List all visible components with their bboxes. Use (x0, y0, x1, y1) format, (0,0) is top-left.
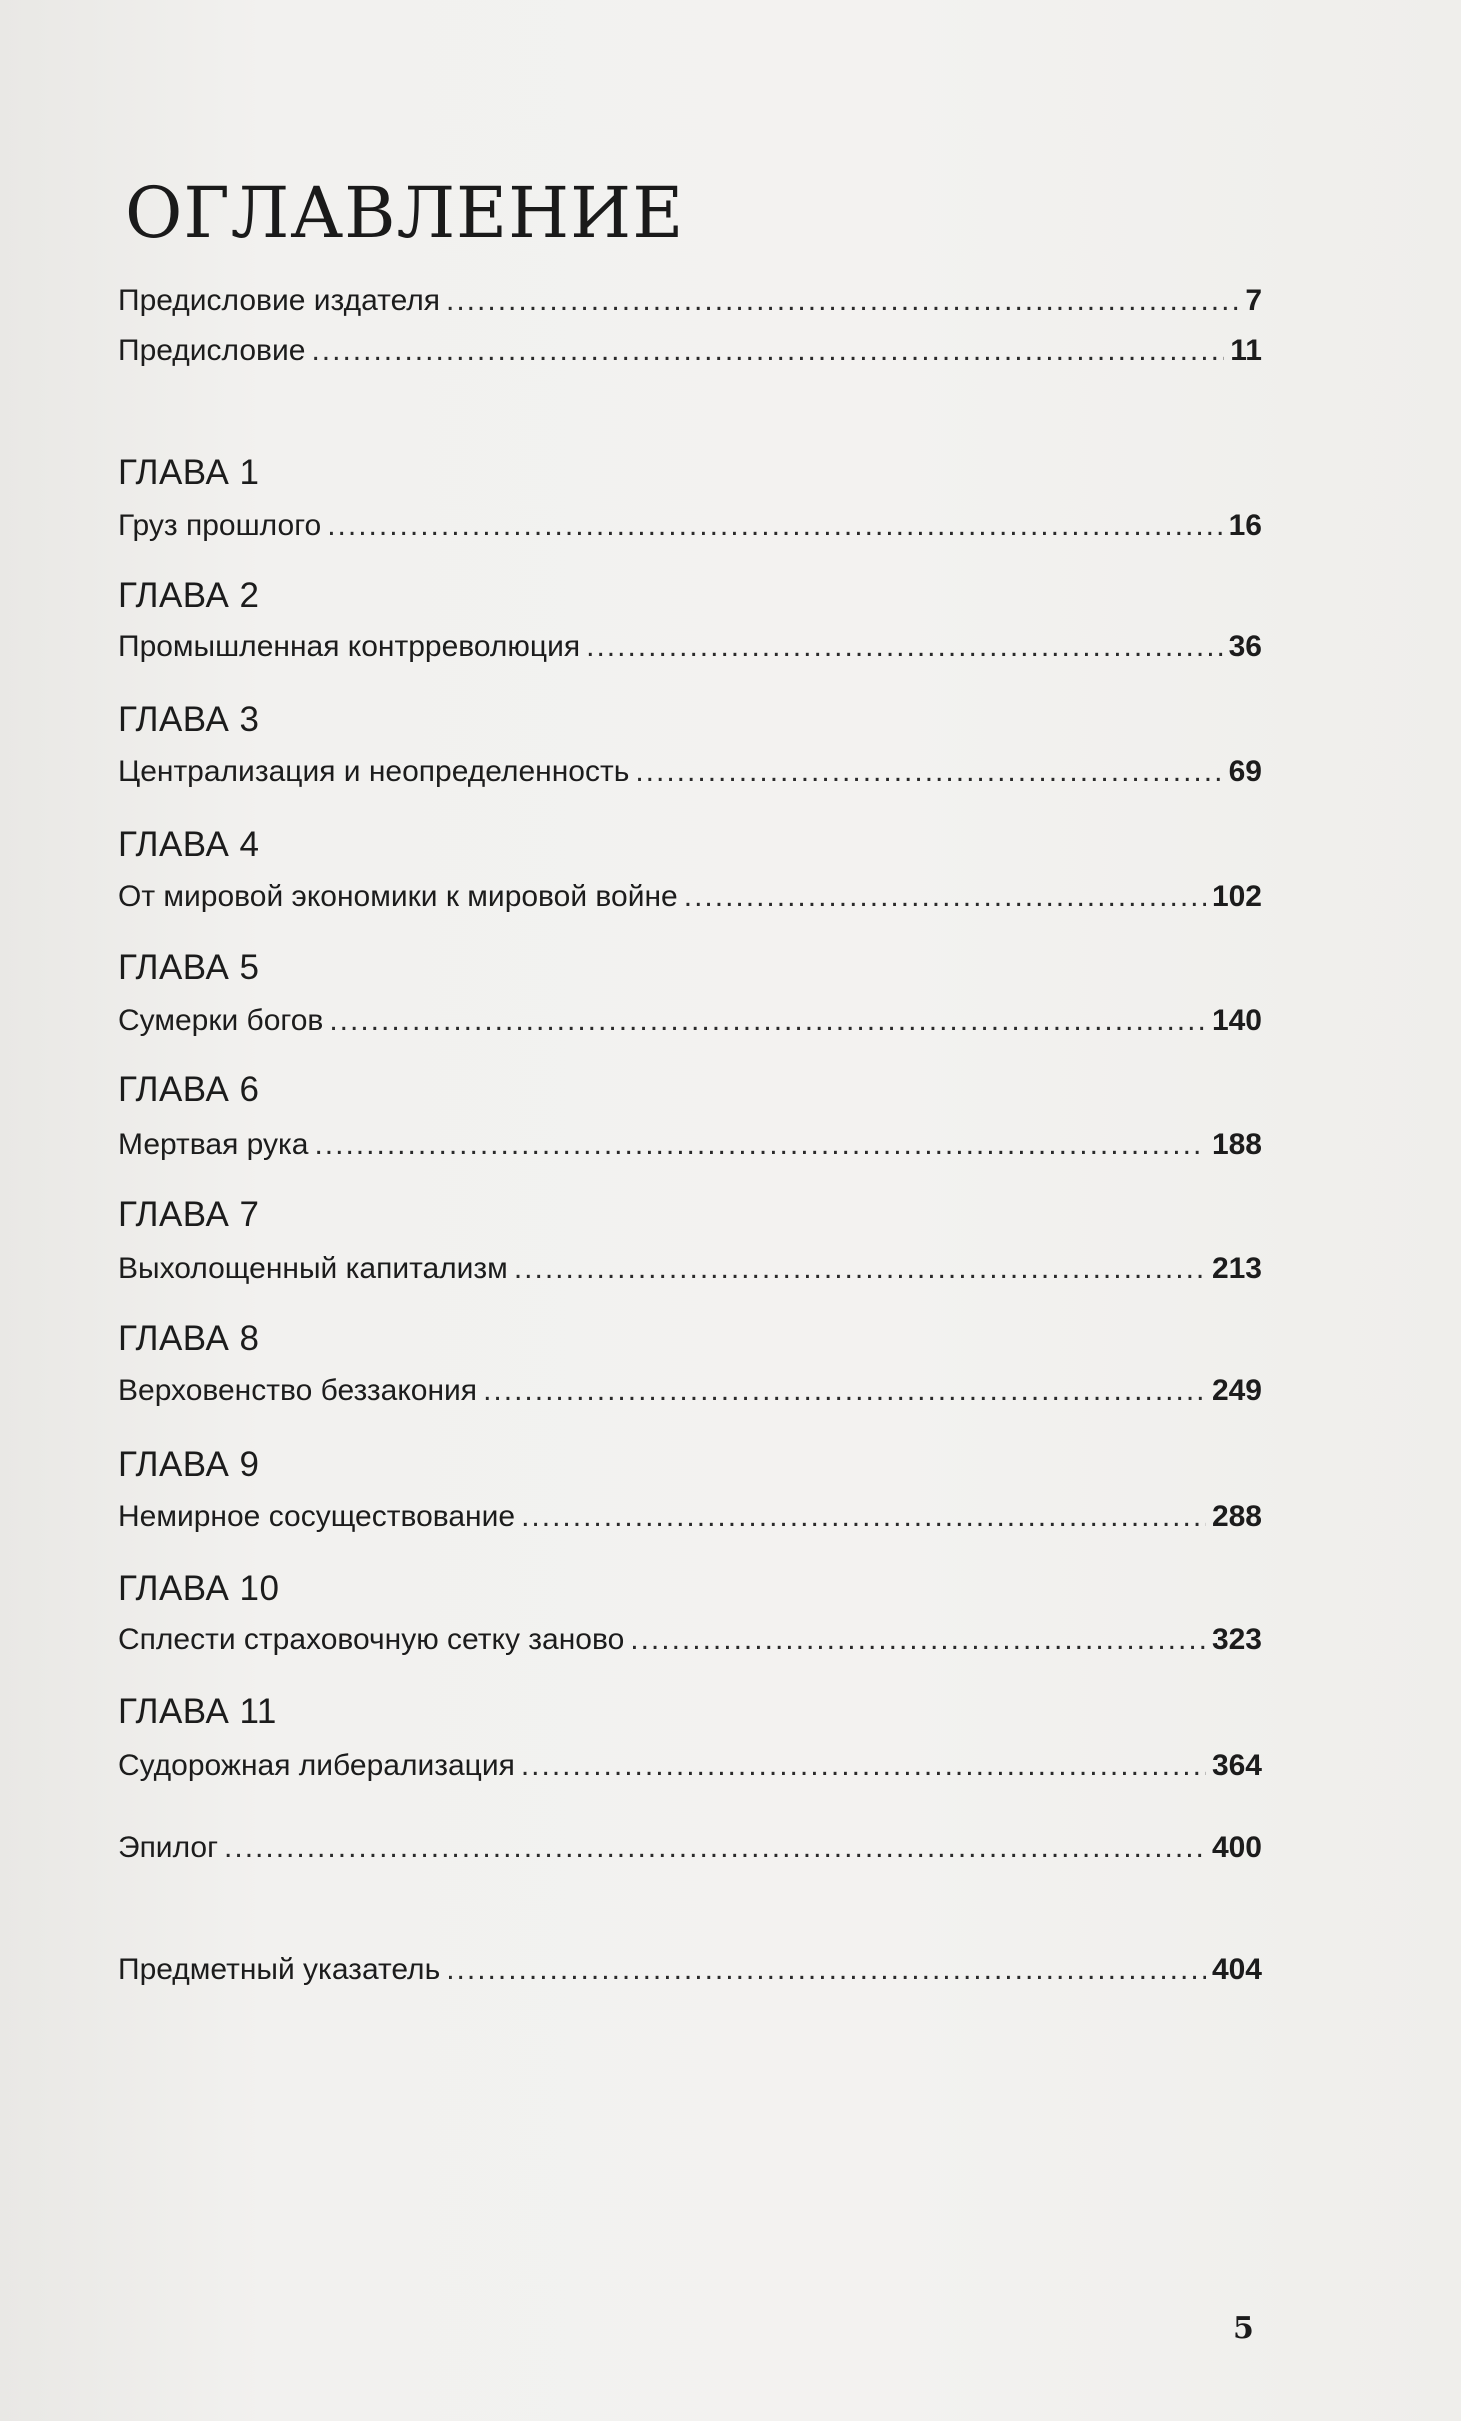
toc-entry[interactable] (118, 1249, 1262, 1289)
dot-leader (446, 1950, 1206, 1990)
toc-entry-label: Выхолощенный капитализм (118, 1252, 508, 1285)
chapter-heading: ГЛАВА 2 (118, 576, 260, 615)
toc-entry-label: Эпилог (118, 1831, 219, 1864)
toc-entry-label: Централизация и неопределенность (118, 755, 630, 788)
toc-entry-page: 364 (1211, 1749, 1262, 1782)
toc-entry-page: 288 (1211, 1500, 1262, 1533)
dot-leader (327, 506, 1222, 546)
toc-entry-label: Верховенство беззакония (118, 1374, 478, 1407)
toc-entry-label: От мировой экономики к мировой войне (118, 880, 678, 913)
dot-leader (224, 1828, 1206, 1868)
dot-leader (521, 1746, 1206, 1786)
chapter-heading: ГЛАВА 7 (118, 1195, 260, 1234)
toc-entry[interactable] (118, 281, 1262, 321)
chapter-heading: ГЛАВА 9 (118, 1445, 260, 1484)
dot-leader (311, 331, 1224, 371)
toc-entry-page: 188 (1211, 1128, 1262, 1161)
toc-entry-label: Предметный указатель (118, 1953, 441, 1986)
toc-entry[interactable] (118, 1746, 1262, 1786)
dot-leader (314, 1125, 1205, 1165)
toc-entry[interactable] (118, 627, 1262, 667)
toc-entry-label: Сумерки богов (118, 1004, 324, 1037)
dot-leader (329, 1001, 1206, 1041)
chapter-heading: ГЛАВА 1 (118, 453, 260, 492)
chapter-heading: ГЛАВА 10 (118, 1569, 280, 1608)
toc-entry-page: 16 (1228, 509, 1262, 542)
dot-leader (635, 752, 1222, 792)
toc-entry-label: Предисловие (118, 334, 306, 367)
toc-entry-page: 102 (1211, 880, 1262, 913)
toc-entry-page: 69 (1228, 755, 1262, 788)
chapter-heading: ГЛАВА 6 (118, 1070, 260, 1109)
toc-entry-label: Судорожная либерализация (118, 1749, 515, 1782)
dot-leader (684, 877, 1206, 917)
chapter-heading: ГЛАВА 8 (118, 1319, 260, 1358)
toc-entry-label: Сплести страховочную сетку заново (118, 1623, 625, 1656)
chapter-heading: ГЛАВА 5 (118, 948, 260, 987)
toc-entry[interactable] (118, 752, 1262, 792)
dot-leader (630, 1620, 1206, 1660)
page-title: ОГЛАВЛЕНИЕ (125, 171, 685, 254)
toc-entry[interactable] (118, 1125, 1262, 1165)
toc-entry-page: 140 (1211, 1004, 1262, 1037)
toc-entry-page: 213 (1211, 1252, 1262, 1285)
toc-entry[interactable] (118, 1497, 1262, 1537)
dot-leader (514, 1249, 1206, 1289)
chapter-heading: ГЛАВА 4 (118, 825, 260, 864)
toc-entry-label: Промышленная контрреволюция (118, 630, 581, 663)
toc-entry-page: 249 (1211, 1374, 1262, 1407)
dot-leader (483, 1371, 1206, 1411)
toc-entry-label: Мертвая рука (118, 1128, 309, 1161)
toc-entry[interactable] (118, 877, 1262, 917)
dot-leader (521, 1497, 1206, 1537)
page-number: 5 (1233, 2311, 1254, 2346)
toc-entry-label: Груз прошлого (118, 509, 322, 542)
toc-entry[interactable] (118, 1001, 1262, 1041)
toc-entry[interactable] (118, 1620, 1262, 1660)
toc-entry[interactable] (118, 1371, 1262, 1411)
toc-entry-page: 323 (1211, 1623, 1262, 1656)
toc-entry-label: Немирное сосуществование (118, 1500, 516, 1533)
dot-leader (446, 281, 1239, 321)
toc-entry-page: 400 (1211, 1831, 1262, 1864)
toc-entry[interactable] (118, 1950, 1262, 1990)
toc-entry-label: Предисловие издателя (118, 284, 441, 317)
toc-entry-page: 7 (1245, 284, 1262, 317)
toc-entry-page: 404 (1211, 1953, 1262, 1986)
toc-entry[interactable] (118, 506, 1262, 546)
toc-entry-page: 11 (1230, 334, 1262, 367)
toc-entry[interactable] (118, 1828, 1262, 1868)
toc-entry[interactable] (118, 331, 1262, 371)
dot-leader (586, 627, 1223, 667)
chapter-heading: ГЛАВА 11 (118, 1692, 277, 1731)
toc-entry-page: 36 (1228, 630, 1262, 663)
chapter-heading: ГЛАВА 3 (118, 700, 260, 739)
